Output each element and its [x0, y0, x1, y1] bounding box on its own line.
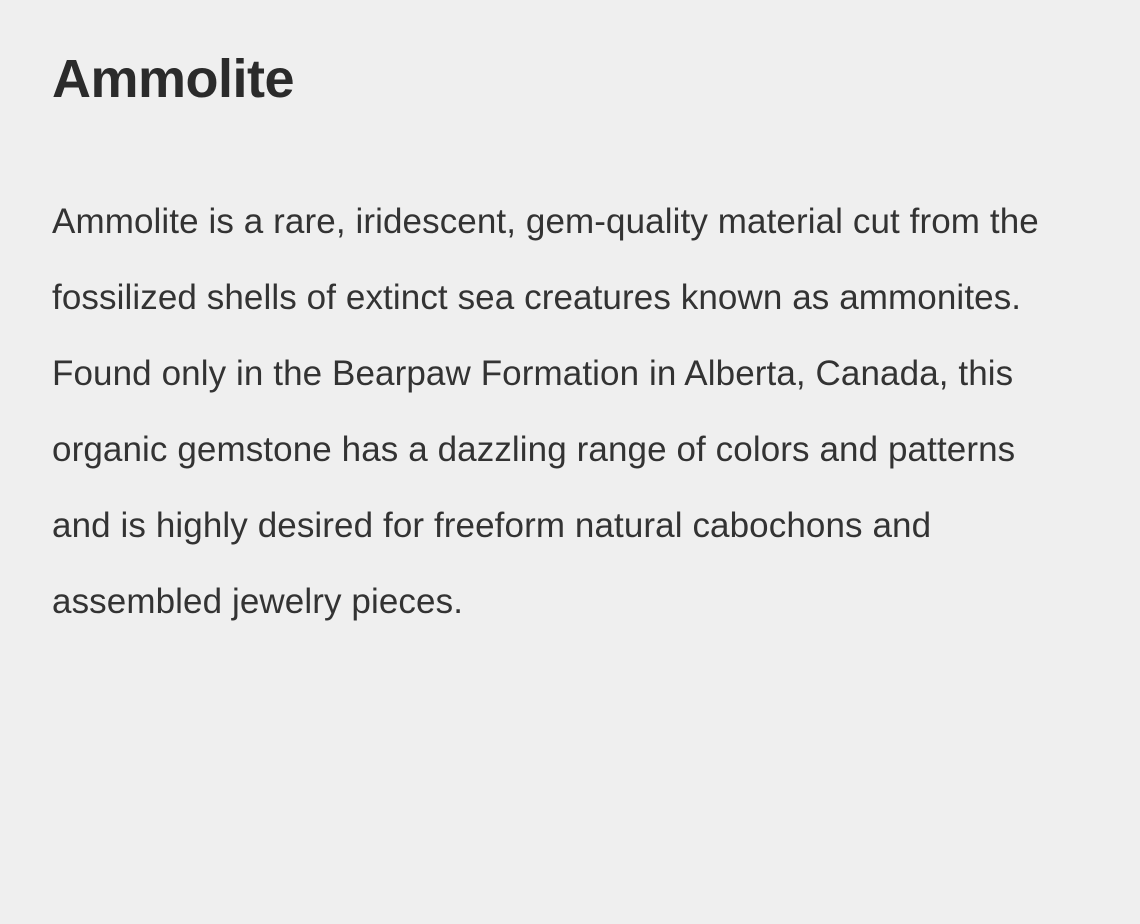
article-paragraph: Ammolite is a rare, iridescent, gem-quality material cut from the fossilized shells of extinct sea creatures known as ammonites. Found only in the Bearpaw Formation in Alberta, Canada, this organic gemstone has a dazzling range of colors and patterns and is highly desired for freeform natural cabochons and assembled jewelry pieces.	[52, 201, 1039, 621]
article-body	[52, 184, 1052, 640]
page-title: Ammolite	[52, 49, 295, 109]
